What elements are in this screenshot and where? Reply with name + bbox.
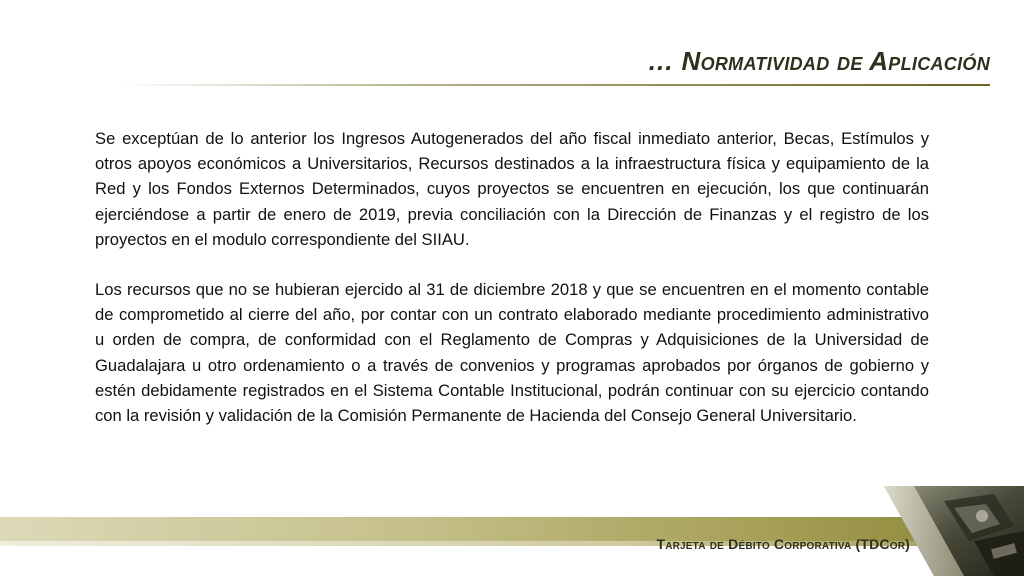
- title-underline: [118, 84, 990, 86]
- slide-title: … Normatividad de Aplicación: [647, 46, 990, 76]
- corner-decorative-image: [874, 486, 1024, 576]
- slide-body: [95, 126, 929, 428]
- paragraph-committed-resources: Los recursos que no se hubieran ejercido al 31 de diciembre 2018 y que se encuentren en el momento contable de comprometido al cierre del año, por contar con un contrato elaborado mediante procedimiento administrativo u orden de compra, de conformidad con el Reglamento de Compras y Adquisiciones de la Universidad de Guadalajara u otro ordenamiento o a través de convenios y programas aprobados por órganos de gobierno y estén debidamente registrados en el Sistema Contable Institucional, podrán continuar con su ejercicio contando con la revisión y validación de la Comisión Permanente de Hacienda del Consejo General Universitario.: [95, 280, 929, 426]
- paragraph-exceptions: Se exceptúan de lo anterior los Ingresos Autogenerados del año fiscal inmediato anterior, Becas, Estímulos y otros apoyos económicos a Universitarios, Recursos destinados a la infraestructura física y equipamiento de la Red y los Fondos Externos Determinados, cuyos proyectos se encuentren en ejecución, los que continuarán ejerciéndose a partir de enero de 2019, previa conciliación con la Dirección de Finanzas y el registro de los proyectos en el modulo correspondiente del SIIAU.: [95, 129, 929, 249]
- footer-label: Tarjeta de Débito Corporativa (TDCor): [656, 536, 910, 552]
